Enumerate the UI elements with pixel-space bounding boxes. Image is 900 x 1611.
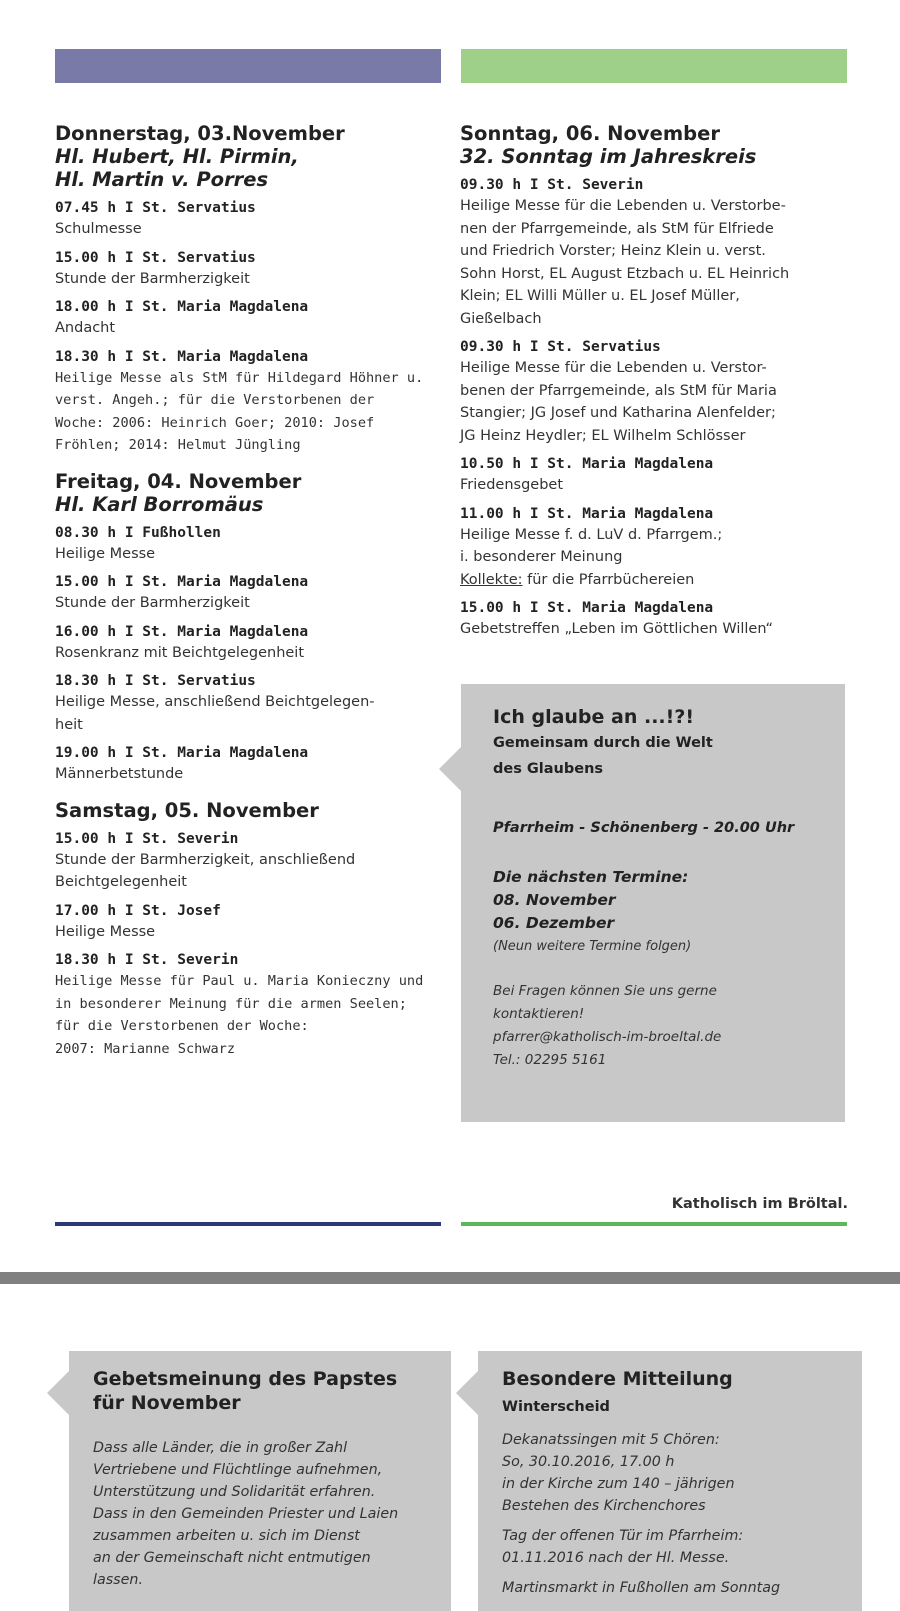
footer-line-right [461,1222,847,1226]
collection-note [460,569,852,592]
event-time: 10.50 h I St. Maria Magdalena [460,456,714,472]
contact-text: kontaktieren! [493,1006,585,1022]
contact-email[interactable]: pfarrer@katholisch-im-broeltal.de [493,1029,722,1045]
schedule-left-column [55,122,447,1060]
event-time: 16.00 h I St. Maria Magdalena [55,623,309,640]
event-time: 19.00 h I St. Maria Magdalena [55,745,309,761]
event-time: 09.30 h I St. Severin [460,177,644,193]
event-time: 15.00 h I St. Severin [55,830,239,847]
collection-text: für die Pfarrbüchereien [522,571,695,588]
footer-logo: Katholisch im Bröltal. [671,1196,848,1212]
event-time: 18.30 h I St. Maria Magdalena [55,348,309,365]
next-dates-label: Die nächsten Termine: [493,868,689,886]
next-date: 08. November [493,891,616,909]
box-title: Besondere Mitteilung [502,1368,733,1390]
day-saints: Hl. Karl Borromäus [55,492,264,516]
day-heading: Freitag, 04. November [55,469,302,493]
contact-phone: Tel.: 02295 5161 [493,1052,607,1068]
faith-course-box [461,684,845,1122]
day-thursday [55,122,447,457]
event-desc: Heilige Messe [55,923,156,940]
box-subtitle: des Glaubens [493,761,604,777]
box-location: Pfarrheim - Schönenberg - 20.00 Uhr [493,820,795,836]
box-title: Ich glaube an ...!?! [493,706,695,728]
event [55,297,447,340]
header-bar-right [461,49,847,83]
event-time: 15.00 h I St. Servatius [55,249,256,266]
next-dates [493,866,833,935]
event-desc: Heilige Messe [55,545,156,562]
contact-text: Bei Fragen können Sie uns gerne [493,983,717,999]
box-text: Dekanatssingen mit 5 Chören: So, 30.10.2016, 17.00 h in der Kirche zum 140 – jährigen Bestehen des Kirchenchores [502,1432,735,1514]
event-desc: Stunde der Barmherzigkeit [55,270,250,287]
box-text: Dass alle Länder, die in großer Zahl Vertriebene und Flüchtlinge aufnehmen, Unterstützung und Solidarität erfahren. Dass in den Gemeinden Priester und Laien zusammen arbeiten u. sich im Dienst an der Gemeinschaft nicht entmutigen lassen. [93,1440,399,1588]
box-text: Tag der offenen Tür im Pfarrheim: 01.11.2016 nach der Hl. Messe. [502,1528,744,1566]
event [55,829,447,894]
page-divider [0,1272,900,1284]
box-text: Martinsmarkt in Fußhollen am Sonntag [502,1580,781,1596]
event [460,504,852,592]
contact-info [493,980,833,1072]
event-desc: Gebetstreffen „Leben im Göttlichen Willen“ [460,621,773,637]
event-desc: Rosenkranz mit Beichtgelegenheit [55,644,305,661]
more-dates-note: (Neun weitere Termine folgen) [493,939,692,954]
event-desc: Heilige Messe für die Lebenden u. Verstor- benen der Pfarrgemeinde, als StM für Maria Stangier; JG Josef und Katharina Alenfelder; JG Heinz Heydler; EL Wilhelm Schlösser [460,360,777,444]
day-sunday [460,122,852,641]
event [55,572,447,615]
event-desc: Heilige Messe als StM für Hildegard Höhner u. verst. Angeh.; für die Verstorbenen der Woche: 2006: Heinrich Goer; 2010: Josef Fröhlen; 2014: Helmut Jüngling [55,369,424,453]
event-desc: Stunde der Barmherzigkeit [55,595,250,611]
day-saturday [55,799,447,1061]
day-subtitle: 32. Sonntag im Jahreskreis [460,145,757,168]
event [55,950,447,1060]
event-time: 18.30 h I St. Severin [55,952,239,968]
event [55,671,447,736]
pope-prayer-box [69,1351,451,1611]
event [55,198,447,241]
box-subtitle: Winterscheid [502,1399,610,1415]
event-desc: Heilige Messe f. d. LuV d. Pfarrgem.; i. besonderer Meinung [460,526,723,565]
event-time: 15.00 h I St. Maria Magdalena [460,600,714,616]
schedule-right-column [460,122,852,641]
event [55,743,447,786]
day-friday [55,470,447,786]
event [460,337,852,447]
event [55,248,447,291]
special-notice-box [478,1351,862,1611]
event-desc: Schulmesse [55,221,142,237]
event-time: 09.30 h I St. Servatius [460,339,661,355]
event [55,523,447,566]
event-time: 08.30 h I Fußhollen [55,524,221,541]
box-title: Gebetsmeinung des Papstes für November [93,1368,398,1414]
event-time: 18.30 h I St. Servatius [55,673,256,689]
next-date: 06. Dezember [493,914,615,932]
event [460,598,852,641]
day-heading: Donnerstag, 03.November [55,122,345,145]
event-desc: Heilige Messe für die Lebenden u. Verstorbe- nen der Pfarrgemeinde, als StM für Elfriede und Friedrich Vorster; Heinz Klein u. verst. Sohn Horst, EL August Etzbach u. EL Heinrich Klein; EL Willi Müller u. EL Josef Müller, Gießelbach [460,198,790,327]
event-desc: Männerbetstunde [55,766,184,782]
header-bar-left [55,49,441,83]
event-desc: Heilige Messe, anschließend Beichtgelegen- heit [55,694,375,733]
event [55,901,447,944]
box-subtitle: Gemeinsam durch die Welt [493,735,713,751]
event [460,175,852,330]
event [460,454,852,497]
event-time: 17.00 h I St. Josef [55,902,221,919]
event [55,347,447,457]
event-time: 18.00 h I St. Maria Magdalena [55,299,309,315]
event-desc: Stunde der Barmherzigkeit, anschließend Beichtgelegenheit [55,851,356,890]
footer-line-left [55,1222,441,1226]
event [55,622,447,665]
day-saints: Hl. Hubert, Hl. Pirmin, [55,145,299,168]
day-heading: Sonntag, 06. November [460,122,720,145]
event-desc: Friedensgebet [460,477,564,493]
day-heading: Samstag, 05. November [55,798,319,822]
event-desc: Heilige Messe für Paul u. Maria Konieczny und in besonderer Meinung für die armen Seelen; für die Verstorbenen der Woche: 2007: Marianne Schwarz [55,973,424,1057]
day-saints: Hl. Martin v. Porres [55,168,269,191]
event-time: 07.45 h I St. Servatius [55,200,256,216]
event-desc: Andacht [55,320,116,336]
event-time: 11.00 h I St. Maria Magdalena [460,505,714,522]
collection-label: Kollekte: [460,571,523,588]
event-time: 15.00 h I St. Maria Magdalena [55,574,309,590]
